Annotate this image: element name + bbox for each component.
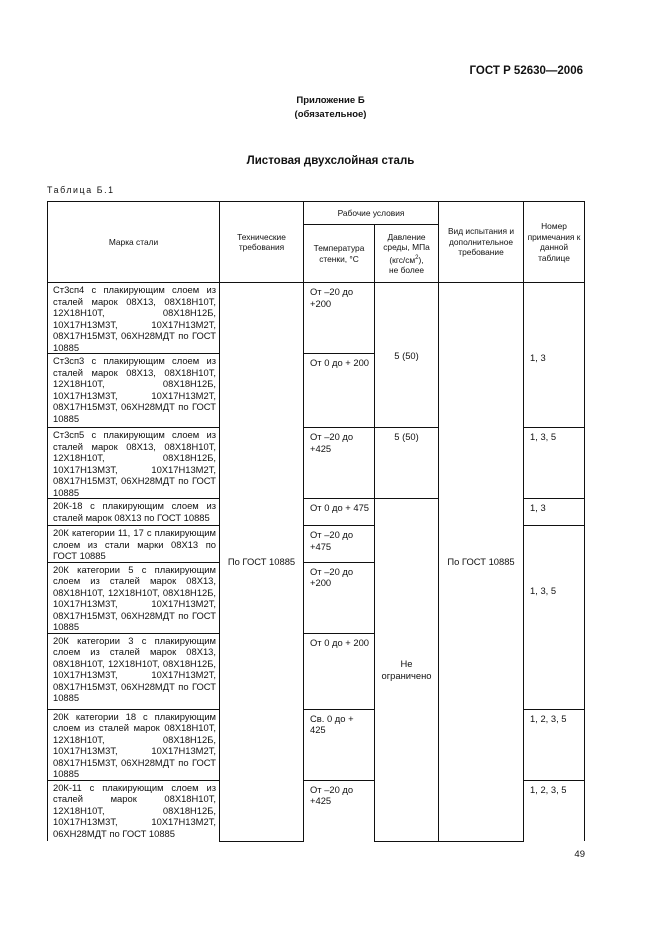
grade-cell: 20К категории 11, 17 с плакирующим слоем из стали марки 08Х13 по ГОСТ 10885 [48, 526, 220, 563]
page-number: 49 [574, 849, 585, 860]
header-grade: Марка стали [48, 202, 220, 283]
note-cell: 1, 3, 5 [524, 428, 585, 499]
test-type-cell: По ГОСТ 10885 [439, 283, 524, 842]
header-temperature: Температура стенки, °С [304, 225, 375, 283]
grade-cell: 20К категории 5 с плакирующим слоем из сталей марок 08Х13, 08Х18Н10Т, 12Х18Н10Т, 08Х18Н12Б, 10Х17Н13М3Т, 10Х17Н13М2Т, 08Х17Н15М3Т, 06ХН28МДТ по ГОСТ 10885 [48, 562, 220, 633]
table-caption: Таблица Б.1 [47, 185, 115, 195]
header-pressure-unit-sup: 2 [415, 254, 419, 261]
note-cell [524, 283, 585, 428]
pressure-cell [375, 499, 439, 842]
temperature-cell: От –20 до +425 [304, 780, 375, 841]
section-title: Листовая двухслойная сталь [246, 155, 415, 167]
note-cell: 1, 2, 3, 5 [524, 709, 585, 780]
note-cell: 1, 2, 3, 5 [524, 780, 585, 841]
temperature-cell: От –20 до +475 [304, 526, 375, 563]
temperature-cell: Св. 0 до + 425 [304, 709, 375, 780]
note-cell [524, 526, 585, 710]
table-row [48, 283, 585, 354]
standard-number: ГОСТ Р 52630—2006 [469, 65, 583, 77]
grade-cell: 20К-18 с плакирующим слоем из сталей марок 08Х13 по ГОСТ 10885 [48, 499, 220, 526]
appendix-title: Приложение Б [296, 95, 365, 106]
note-cell: 1, 3 [524, 499, 585, 526]
grade-cell: Ст3сп5 с плакирующим слоем из сталей марок 08Х13, 08Х18Н10Т, 12Х18Н10Т, 08Х18Н12Б, 10Х17Н13М3Т, 10Х17Н13М2Т, 08Х17Н15М3Т, 06ХН28МДТ по ГОСТ 10885 [48, 428, 220, 499]
note-value: 1, 3, 5 [530, 585, 557, 596]
appendix-status: (обязательное) [294, 109, 367, 120]
header-pressure [375, 225, 439, 283]
pressure-value-line1: Не [400, 658, 413, 670]
grade-cell: 20К-11 с плакирующим слоем из сталей марок 08Х18Н10Т, 12Х18Н10Т, 08Х18Н12Б, 10Х17Н13М3Т, 10Х17Н13М2Т, 06ХН28МДТ по ГОСТ 10885 [48, 780, 220, 841]
temperature-cell: От –20 до +200 [304, 283, 375, 354]
tech-requirements-cell: По ГОСТ 10885 [220, 283, 304, 842]
appendix-heading [0, 94, 661, 122]
temperature-cell: От –20 до +200 [304, 562, 375, 633]
grade-cell: 20К категории 18 с плакирующим слоем из сталей марок 08Х18Н10Т, 12Х18Н10Т, 08Х18Н12Б, 10Х17Н13М3Т, 10Х17Н13М2Т, 08Х17Н15М3Т, 06ХН28МДТ по ГОСТ 10885 [48, 709, 220, 780]
pressure-cell: 5 (50) [375, 428, 439, 499]
temperature-cell: От –20 до +425 [304, 428, 375, 499]
grade-cell: Ст3сп3 с плакирующим слоем из сталей марок 08Х13, 08Х18Н10Т, 12Х18Н10Т, 08Х18Н12Б, 10Х17Н13М3Т, 10Х17Н13М2Т, 08Х17Н15М3Т, 06ХН28МДТ по ГОСТ 10885 [48, 354, 220, 428]
temperature-cell: От 0 до + 200 [304, 633, 375, 709]
temperature-cell: От 0 до + 475 [304, 499, 375, 526]
header-pressure-unit-post: ), [418, 254, 424, 265]
header-note-number: Номер примечания к данной таблице [524, 202, 585, 283]
header-pressure-limit: не более [388, 265, 425, 276]
header-tech-requirements: Технические требования [220, 202, 304, 283]
header-working-conditions: Рабочие условия [304, 202, 439, 225]
steel-table [47, 201, 585, 842]
pressure-cell [375, 283, 439, 428]
header-pressure-unit-pre: (кгс/см [389, 254, 416, 265]
temperature-cell: От 0 до + 200 [304, 354, 375, 428]
header-pressure-main: Давление среды, МПа [383, 231, 430, 253]
pressure-value: 5 (50) [394, 350, 419, 361]
grade-cell: 20К категории 3 с плакирующим слоем из сталей марок 08Х13, 08Х18Н10Т, 12Х18Н10Т, 08Х18Н12Б, 10Х17Н13М3Т, 10Х17Н13М2Т, 08Х17Н15М3Т, 06ХН28МДТ по ГОСТ 10885 [48, 633, 220, 709]
note-value: 1, 3 [530, 352, 546, 363]
pressure-value-line2: ограничено [381, 669, 432, 681]
grade-cell: Ст3сп4 с плакирующим слоем из сталей марок 08Х13, 08Х18Н10Т, 12Х18Н10Т, 08Х18Н12Б, 10Х17Н13М3Т, 10Х17Н13М2Т, 08Х17Н15М3Т, 06ХН28МДТ по ГОСТ 10885 [48, 283, 220, 354]
header-test-type: Вид испытания и дополнительное требование [439, 202, 524, 283]
